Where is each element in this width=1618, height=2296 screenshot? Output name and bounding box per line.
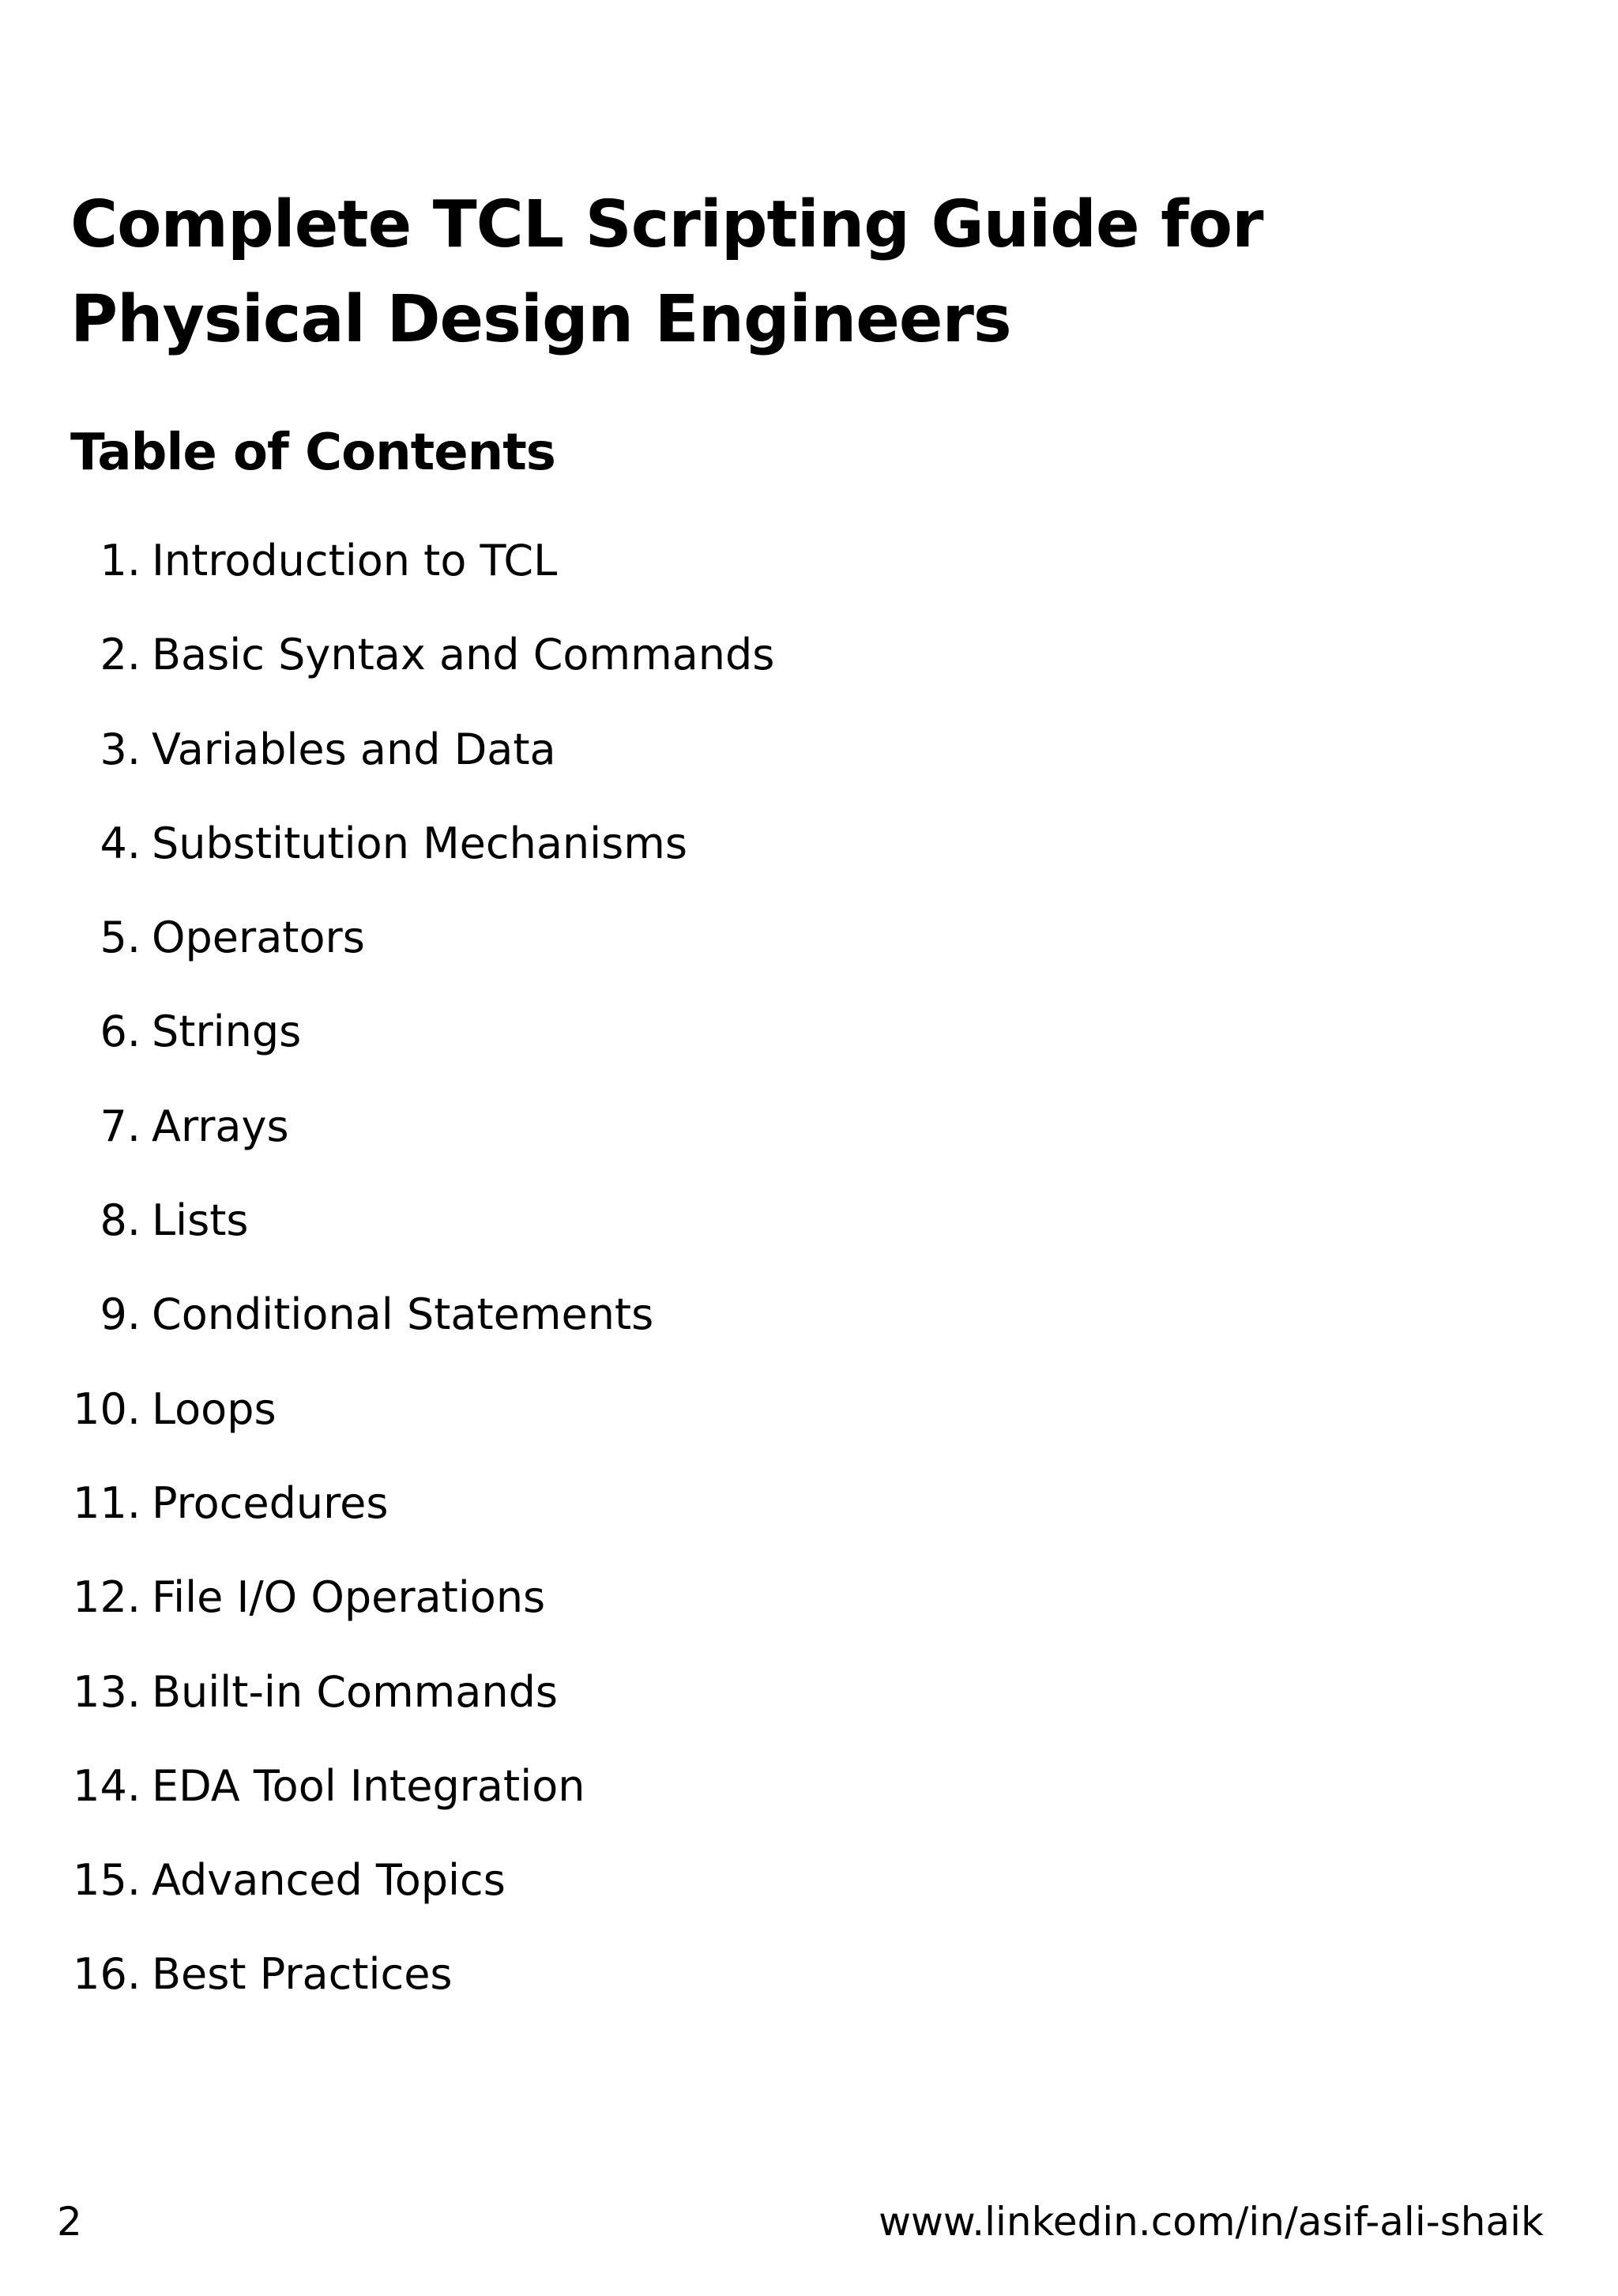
toc-item-label: Substitution Mechanisms [152,818,688,868]
toc-item-label: Best Practices [152,1949,453,2000]
toc-item-label: Conditional Statements [152,1289,654,1340]
toc-item-number: 8. [100,1195,141,1246]
toc-item-label: Procedures [152,1477,389,1528]
toc-item-label: Operators [152,913,365,963]
toc-item-label: Advanced Topics [152,1855,506,1906]
toc-item-number: 5. [100,913,141,963]
toc-item-number: 3. [100,724,141,774]
toc-item-number: 11. [73,1477,141,1528]
toc-item-number: 4. [100,818,141,868]
toc-item-number: 15. [73,1855,141,1906]
toc-item-label: Lists [152,1195,249,1246]
toc-item-number: 1. [100,536,141,585]
toc-item-label: Variables and Data [152,724,556,774]
toc-item-number: 14. [73,1760,141,1811]
toc-item-number: 12. [73,1572,141,1623]
toc-item-label: Introduction to TCL [152,536,558,585]
page-number: 2 [57,2199,82,2245]
toc-heading: Table of Contents [70,423,555,482]
toc-item-number: 13. [73,1666,141,1717]
toc-item-label: Basic Syntax and Commands [152,630,775,680]
toc-item-label: Loops [152,1383,277,1434]
toc-item-label: Built-in Commands [152,1666,559,1717]
toc-item-label: EDA Tool Integration [152,1760,585,1811]
toc-item-label: Arrays [152,1101,289,1151]
toc-item-number: 6. [100,1007,141,1057]
toc-item-number: 16. [73,1949,141,2000]
document-title: Complete TCL Scripting Guide for Physical Design Engineers [70,187,1263,357]
toc-item-label: Strings [152,1007,302,1057]
toc-item-number: 10. [73,1383,141,1434]
toc-item-number: 9. [100,1289,141,1340]
footer-linkedin-url[interactable]: www.linkedin.com/in/asif-ali-shaik [879,2199,1544,2245]
toc-item-number: 2. [100,630,141,680]
toc-item-label: File I/O Operations [152,1572,546,1623]
toc-item-number: 7. [100,1101,141,1151]
